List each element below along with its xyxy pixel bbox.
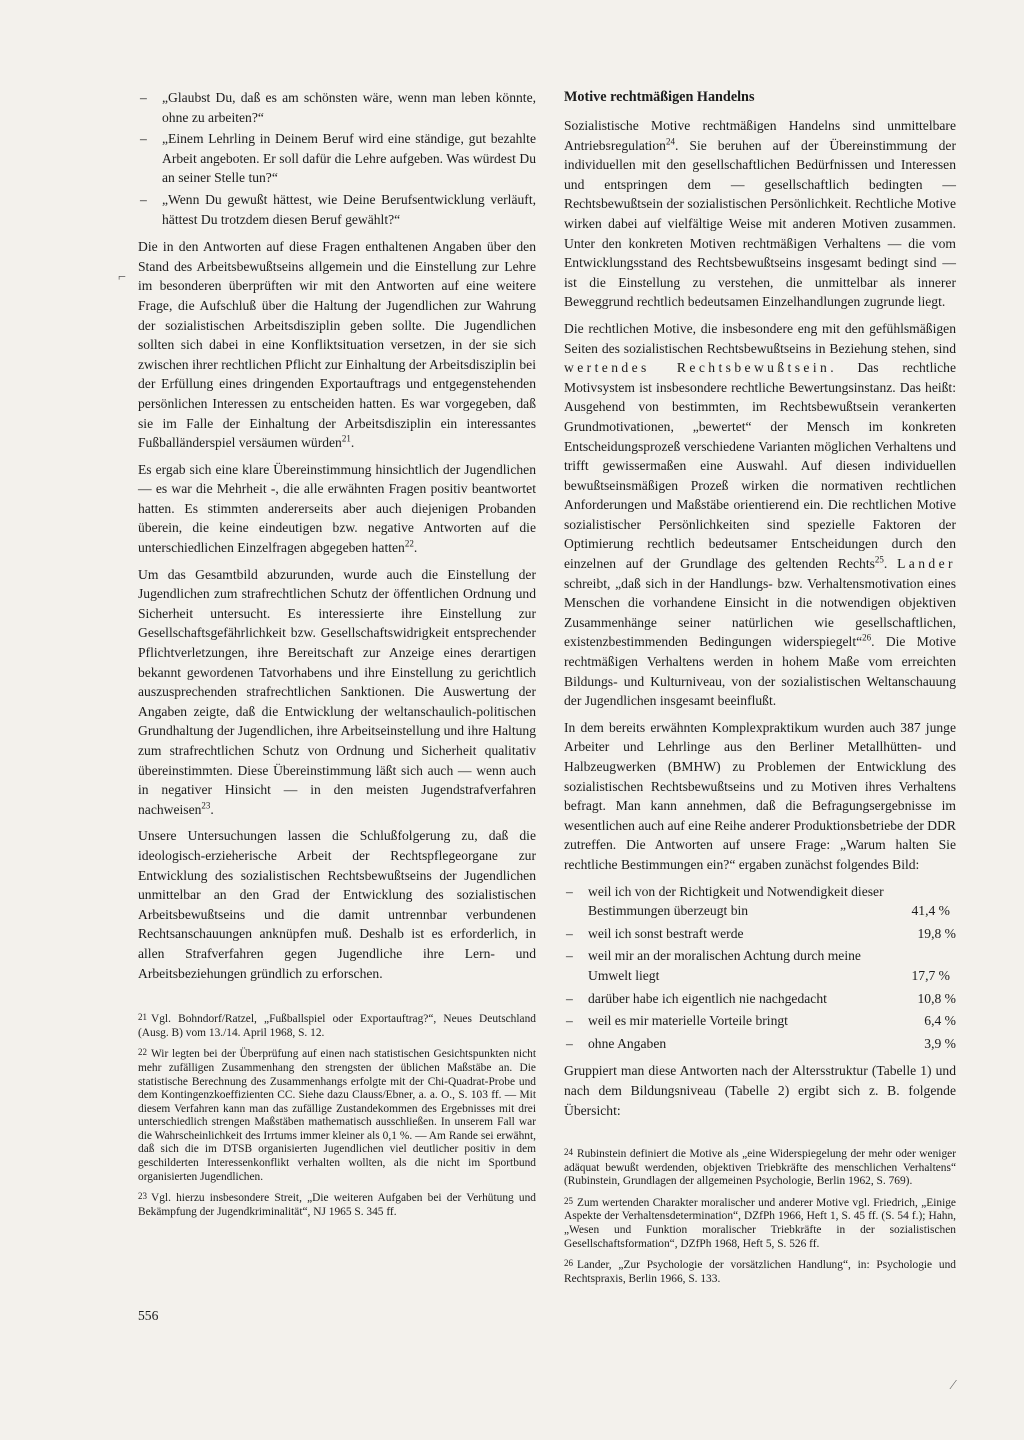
paragraph: Es ergab sich eine klare Übereinstimmung hinsichtlich der Jugendlichen — es war die Mehrheit -, die alle erwähnten Fragen positiv beantwortet hatten. Es stimmten andererseits aber auch diejenigen Probanden überein, die keine eindeutigen bzw. negative Antworten auf die unterschiedlichen Einzelfragen abgegeben hatten$^{22}$. xyxy=(138,461,536,556)
footnote-ref[interactable]: 22 xyxy=(404,538,414,549)
footnote-ref[interactable]: 25 xyxy=(874,554,884,565)
footnote: 24 Rubinstein definiert die Motive als „eine Widerspiegelung der mehr oder weniger adäquat bewußt werdenden, objektiven Triebkräfte des menschlichen Verhaltens“ (Rubinstein, Grundlagen der allgemeinen Psychologie, Berlin 1962, S. 769). xyxy=(564,1147,956,1188)
footnote-ref[interactable]: 26 xyxy=(862,632,872,643)
paragraph: Die rechtlichen Motive, die insbesondere eng mit den gefühlsmäßigen Seiten des sozialistischen Rechtsbewußtseins in Beziehung stehen, sind wertendes Rechtsbewußtsein. Das rechtliche Motivsystem ist insbesondere rechtliche Bewertungsinstanz. Das heißt: Ausgehend von bestimmten, im Rechtsbewußtsein verankerten Grundmotivationen, „bewertet“ der Mensch im konkreten Entscheidungsprozeß verschiedene Varianten möglichen Verhaltens und trifft gewissermaßen eine Auswahl. Auf diesen individuellen bewußtseinsmäßigen Prozeß wirken die normativen rechtlichen Anforderungen und Maßstäbe orientierend ein. Die rechtlichen Motive sozialistischer Persönlichkeiten sind spezielle Faktoren der Optimierung rechtlich bedeutsamer Entscheidungen durch den einzelnen auf der Grundlage des geltenden Rechts$^{25}$. Lander schreibt, „daß sich in der Handlungs- bzw. Verhaltensmotivation eines Menschen die vorhandene Einsicht in die notwendigen objektiven Zusammenhänge seiner natürlichen wie gesellschaftlichen, existenzbestimmenden Bedingungen widerspiegelt“$^{26}$. Die Motive rechtmäßigen Verhaltens werden in hohem Maße vom erreichten Bildungs- und Kulturniveau, von der sozialistischen Weltanschauung der Jugendlichen insgesamt beeinflußt. xyxy=(564,320,956,709)
footnote-ref[interactable]: 24 xyxy=(665,136,675,147)
paragraph: Gruppiert man diese Antworten nach der Altersstruktur (Tabelle 1) und nach dem Bildungsniveau (Tabelle 2) ergibt sich z. B. folgende Übersicht: xyxy=(564,1063,956,1118)
paragraph: Um das Gesamtbild abzurunden, wurde auch die Einstellung der Jugendlichen zum strafrechtlichen Schutz der öffentlichen Ordnung und Sicherheit untersucht. Es interessierte ihre Einstellung zur Gesellschaftsgefährlichkeit bzw. Gesellschaftswidrigkeit entsprechender Pflichtverletzungen, ihre Bereitschaft zur Anzeige eines derartigen bekannt gewordenen Tatvorhabens und ihre Einstellung zu gerichtlich auszusprechenden strafrechtlichen Sanktionen. Die Auswertung der Angaben zeigte, daß die Entwicklung der weltanschaulich-politischen Grundhaltung der Jugendlichen, ihre Arbeitseinstellung und ihre Haltung zum strafrechtlichen Schutz von Ordnung und Sicherheit qualitativ übereinstimmten. Diese Übereinstimmung läßt sich auch — wenn auch in negativer Hinsicht — in den meisten Jugendstrafverfahren nachweisen$^{23}$. xyxy=(138,566,536,817)
footnote: 23 Vgl. hierzu insbesondere Streit, „Die weiteren Aufgaben bei der Verhütung und Bekämpfung der Jugendkriminalität“, NJ 1965 S. 345 ff. xyxy=(138,1191,536,1218)
question-item: – „Glaubst Du, daß es am schönsten wäre, wenn man leben könnte, ohne zu arbeiten?“ xyxy=(138,88,536,127)
footnote: 22 Wir legten bei der Überprüfung auf einen nach statistischen Gesichtspunkten nicht mehr zufälligen Zusammenhang den strengsten der üblichen Maßstäbe an. Die statistische Berechnung des Zusammenhangs erfolgte mit der Chi-Quadrat-Probe und dem Kontingenzkoeffizienten CC. Siehe dazu Clauss/Ebner, a. a. O., S. 103 ff. — Mit diesem Verfahren kann man das zufällige Zustandekommen des Ergebnisses mit drei unterschiedlich strengen Maßstäben mathematisch ausschließen. In unserem Fall war die Wahrscheinlichkeit des Irrtums immer kleiner als 0,1 %. — Am Rande sei erwähnt, daß sich die im DTSB organisierten Jugendlichen viel deutlicher positiv in dem geschilderten Interessenkonflikt verhalten wollten, als die nicht im Sportbund organisierten Jugendlichen. xyxy=(138,1047,536,1183)
survey-results xyxy=(564,882,956,1054)
question-list xyxy=(138,88,536,229)
result-row: – weil mir an der moralischen Achtung durch meine Umwelt liegt 17,7 % xyxy=(566,948,950,983)
footnotes-left xyxy=(138,1011,536,1219)
footnote-ref[interactable]: 21 xyxy=(341,433,351,444)
footnotes-right xyxy=(564,1146,956,1286)
left-column xyxy=(138,88,536,1225)
emphasis-spaced: wertendes Rechtsbewußtsein xyxy=(564,360,831,376)
page-number: 556 xyxy=(138,1308,159,1323)
section-heading: Motive rechtmäßigen Handelns xyxy=(564,89,755,105)
result-row: – weil ich sonst bestraft werde 19,8 % xyxy=(566,925,956,941)
result-row: – weil ich von der Richtigkeit und Notwendigkeit dieser Bestimmungen überzeugt bin 41,4 % xyxy=(566,883,950,919)
paragraph: Sozialistische Motive rechtmäßigen Handelns sind unmittelbare Antriebsregulation$^{24}$. Sie beruhen auf der Übereinstimmung der individuellen mit den gesellschaftlichen Bedürfnissen und Interessen und entspringen dem — gesellschaftlich bedingten — Rechtsbewußtsein der sozialistischen Persönlichkeit. Rechtliche Motive wirken dabei auf vielfältige Weise mit anderen Motiven zusammen. Unter den konkreten Motiven rechtmäßigen Verhaltens — die vom Entwicklungsstand des Rechtsbewußtseins insgesamt bedingt sind — ist die Einstellung zu verstehen, die unmittelbar als innerer Beweggrund rechtlich bedeutsamen Einzelhandlungen zugrunde liegt. xyxy=(564,118,956,310)
right-column xyxy=(564,88,956,1292)
footnote-ref[interactable]: 23 xyxy=(201,800,211,811)
result-row: – darüber habe ich eigentlich nie nachgedacht 10,8 % xyxy=(566,990,956,1006)
paragraph: Die in den Antworten auf diese Fragen enthaltenen Angaben über den Stand des Arbeitsbewußtseins allgemein und die Einstellung zur Lehre im besonderen überprüften wir mit den Antworten auf eine weitere Frage, die Aufschluß über die Haltung der Jugendlichen zur Wahrung der sozialistischen Arbeitsdisziplin geben sollte. Die Jugendlichen sollten sich dabei in eine Konfliktsituation versetzen, in der sie sich zwischen ihrer rechtlichen Pflicht zur Einhaltung der Arbeitsdisziplin bei der Erfüllung eines dringenden Exportauftrags und entgegenstehenden persönlichen Interessen zu entscheiden hatten. Es war vorgegeben, daß sie im Falle der Einhaltung der Arbeitsdisziplin ein interessantes Fußballänderspiel versäumen würden$^{21}$. xyxy=(138,239,536,451)
paragraph: Unsere Untersuchungen lassen die Schlußfolgerung zu, daß die ideologisch-erzieherische Arbeit der Rechtspflegeorgane zur Entwicklung des sozialistischen Rechtsbewußtseins der Jugendlichen unmittelbar an den Grad der Entwicklung des sozialistischen Arbeitsbewußtseins und die damit untrennbar verbundenen Rechtsanschauungen anknüpfen muß. Deshalb ist es erforderlich, in allen Strafverfahren gegen Jugendliche ihre Lern- und Arbeitsbeziehungen gründlich zu erforschen. xyxy=(138,828,536,981)
footnote: 21 Vgl. Bohndorf/Ratzel, „Fußballspiel oder Exportauftrag?“, Neues Deutschland (Ausg. B) vom 13./14. April 1968, S. 12. xyxy=(138,1012,536,1039)
question-item: – „Einem Lehrling in Deinem Beruf wird eine ständige, gut bezahlte Arbeit angeboten. Er soll dafür die Lehre aufgeben. Was würdest Du an seiner Stelle tun?“ xyxy=(138,129,536,188)
footnote: 26 Lander, „Zur Psychologie der vorsätzlichen Handlung“, in: Psychologie und Rechtspraxis, Berlin 1966, S. 133. xyxy=(564,1258,956,1285)
margin-mark-icon: ⌐ xyxy=(118,270,126,285)
result-row: – ohne Angaben 3,9 % xyxy=(566,1035,956,1051)
result-row: – weil es mir materielle Vorteile bringt 6,4 % xyxy=(566,1013,956,1029)
author-spaced: Lander xyxy=(897,556,956,572)
question-item: – „Wenn Du gewußt hättest, wie Deine Berufsentwicklung verläuft, hättest Du trotzdem diesen Beruf gewählt?“ xyxy=(138,190,536,229)
scan-mark-icon: ⁄ xyxy=(952,1378,955,1393)
paragraph: In dem bereits erwähnten Komplexpraktikum wurden auch 387 junge Arbeiter und Lehrlinge aus den Berliner Metallhütten- und Halbzeugwerken (BMHW) zu Problemen der Entwicklung des sozialistischen Rechtsbewußtseins und zu Motiven ihres Verhaltens befragt. Man kann annehmen, daß die Befragungsergebnisse im wesentlichen auch auf eine Reihe anderer Produktionsbetriebe der DDR zutreffen. Die Antworten auf unsere Frage: „Warum halten Sie rechtliche Bestimmungen ein?“ ergaben zunächst folgendes Bild: xyxy=(564,719,956,872)
footnote: 25 Zum wertenden Charakter moralischer und anderer Motive vgl. Friedrich, „Einige Aspekte der Verhaltensdetermination“, DZfPh 1966, Heft 1, S. 45 ff. (S. 54 f.); Hahn, „Wesen und Funktion moralischer Triebkräfte in der sozialistischen Gesellschaftsformation“, DZfPh 1968, Heft 5, S. 526 ff. xyxy=(564,1195,956,1250)
